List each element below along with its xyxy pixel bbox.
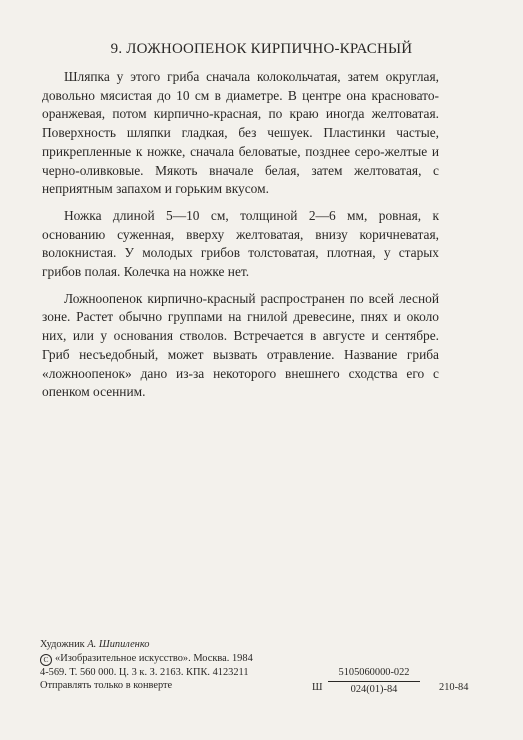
publisher-text: «Изобразительное искусство». Москва. 1984 — [55, 652, 253, 664]
publisher-line — [40, 652, 480, 666]
artist-label: Художник — [40, 639, 85, 650]
description-text — [42, 68, 439, 410]
order-info: 4-569. Т. 560 000. Ц. 3 к. З. 2163. КПК. 4123211 — [40, 666, 249, 678]
paragraph-habitat-description: Ложноопенок кирпично-красный распространен по всей лесной зоне. Растет обычно группами на гнилой древесине, пнях и около них, или у основания стволов. Встречается в августе и сентябре. Гриб несъедобный, может вызвать отравление. Название гриба «ложноопенок» дано из-за некоторого внешнего сходства его с опенком осенним. — [42, 290, 439, 400]
code-numerator: 5105060000-022 — [328, 666, 420, 682]
artist-name: А. Шипиленко — [87, 639, 150, 650]
paragraph-cap-description: Шляпка у этого гриба сначала колокольчатая, затем округлая, довольно мясистая до 10 см в диаметре. В центре она красновато-оранжевая, потом кирпично-красная, по краю иногда желтоватая. Поверхность шляпки гладкая, без чешуек. Пластинки частые, прикрепленные к ножке, сначала беловатые, позднее серо-желтые и черно-оливковые. Мякоть вначале белая, затем желтоватая, с неприятным запахом и горьким вкусом. — [42, 69, 439, 197]
artist-credit — [40, 638, 480, 652]
code-fraction — [328, 666, 420, 696]
copyright-icon: C — [40, 654, 52, 666]
mailing-note: Отправлять только в конверте — [40, 680, 173, 691]
code-denominator: 024(01)-84 — [350, 683, 398, 695]
page-title: 9. ЛОЖНООПЕНОК КИРПИЧНО-КРАСНЫЙ — [110, 41, 413, 57]
code-suffix: 210-84 — [439, 682, 469, 693]
code-prefix: Ш — [312, 682, 323, 693]
paragraph-stem-description: Ножка длиной 5—10 см, толщиной 2—6 мм, ровная, к основанию суженная, вверху желтоватая, внизу коричневатая, волокнистая. У молодых грибов толстоватая, плотная, у старых грибов полая. Колечка на ножке нет. — [42, 207, 439, 280]
